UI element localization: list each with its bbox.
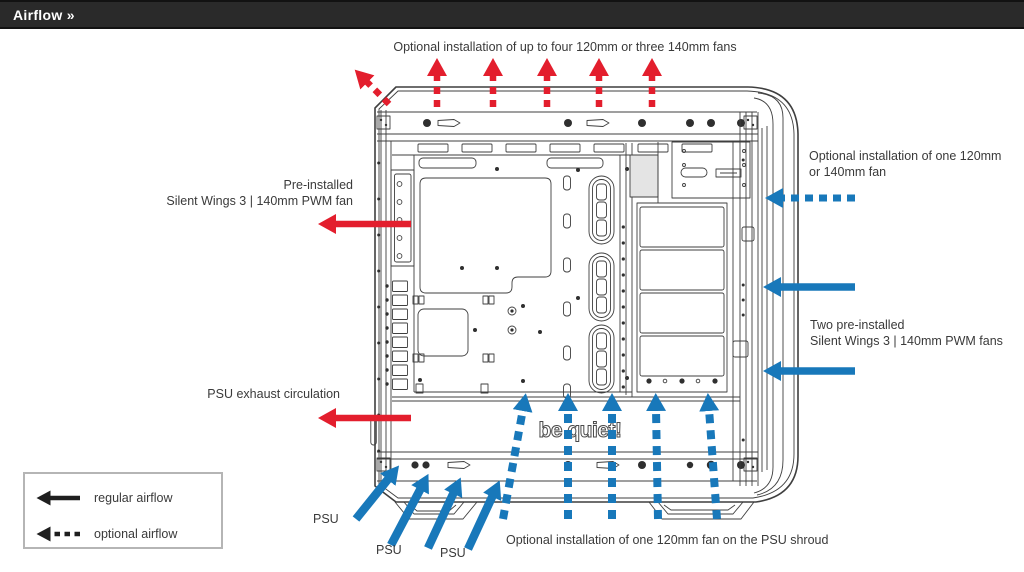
- optical-bay: [672, 142, 750, 198]
- label-rear-preinstalled: Pre-installed Silent Wings 3 | 140mm PWM fan: [166, 178, 353, 208]
- top-rim: [377, 112, 758, 152]
- label-psu-exhaust: PSU exhaust circulation: [207, 387, 340, 401]
- rear-panel: [371, 110, 391, 486]
- optional-airflow-arrow-icon: [34, 525, 82, 543]
- cpu-cutout: [420, 178, 551, 293]
- airflow-legend: [23, 472, 223, 549]
- top-vent-slots: [418, 144, 712, 152]
- psu-intake-arrow-4: [468, 495, 493, 549]
- pc-case-drawing: [371, 87, 798, 519]
- shroud-optional-arrow-4: [656, 409, 658, 519]
- label-psu-2: PSU: [376, 543, 402, 557]
- motherboard-tray: [392, 155, 632, 398]
- legend-optional-label: optional airflow: [94, 527, 178, 541]
- label-front-preinstalled: Two pre-installed Silent Wings 3 | 140mm PWM fans: [810, 318, 1003, 348]
- header-bar: [0, 0, 1024, 29]
- regular-airflow-arrows: [334, 224, 411, 418]
- label-psu-1: PSU: [313, 512, 339, 526]
- tray-cutout: [418, 309, 468, 356]
- drive-cage: [637, 203, 727, 392]
- label-psu-3: PSU: [440, 546, 466, 560]
- optional-intake-arrows: [503, 198, 855, 519]
- psu-intake-arrow-3: [428, 492, 454, 548]
- be-quiet-logo: be quiet!: [538, 419, 622, 442]
- top-corner-optional-arrow: [366, 81, 389, 104]
- intake-airflow-arrows: [356, 287, 855, 549]
- page-title: Airflow »: [13, 6, 75, 23]
- legend-row-optional: [34, 525, 177, 543]
- label-shroud-optional: Optional installation of one 120mm fan on the PSU shroud: [506, 533, 829, 547]
- legend-regular-label: regular airflow: [94, 491, 173, 505]
- top-rim-screws: [380, 119, 754, 127]
- rear-fan-grille: [391, 170, 414, 266]
- front-panel: [733, 93, 783, 495]
- regular-airflow-arrow-icon: [34, 489, 82, 507]
- label-front-optional: Optional installation of one 120mm or 140mm fan: [809, 149, 1002, 179]
- cable-tie-slots: [564, 176, 571, 398]
- legend-row-regular: [34, 489, 173, 507]
- optional-top-exhaust-arrows: [366, 74, 652, 107]
- cable-grommets: [589, 176, 614, 393]
- label-top-optional: Optional installation of up to four 120mm or three 140mm fans: [393, 40, 737, 54]
- psu-intake-arrow-1: [356, 478, 389, 519]
- expansion-slots: [385, 281, 407, 390]
- top-shaded-panel: [630, 155, 658, 197]
